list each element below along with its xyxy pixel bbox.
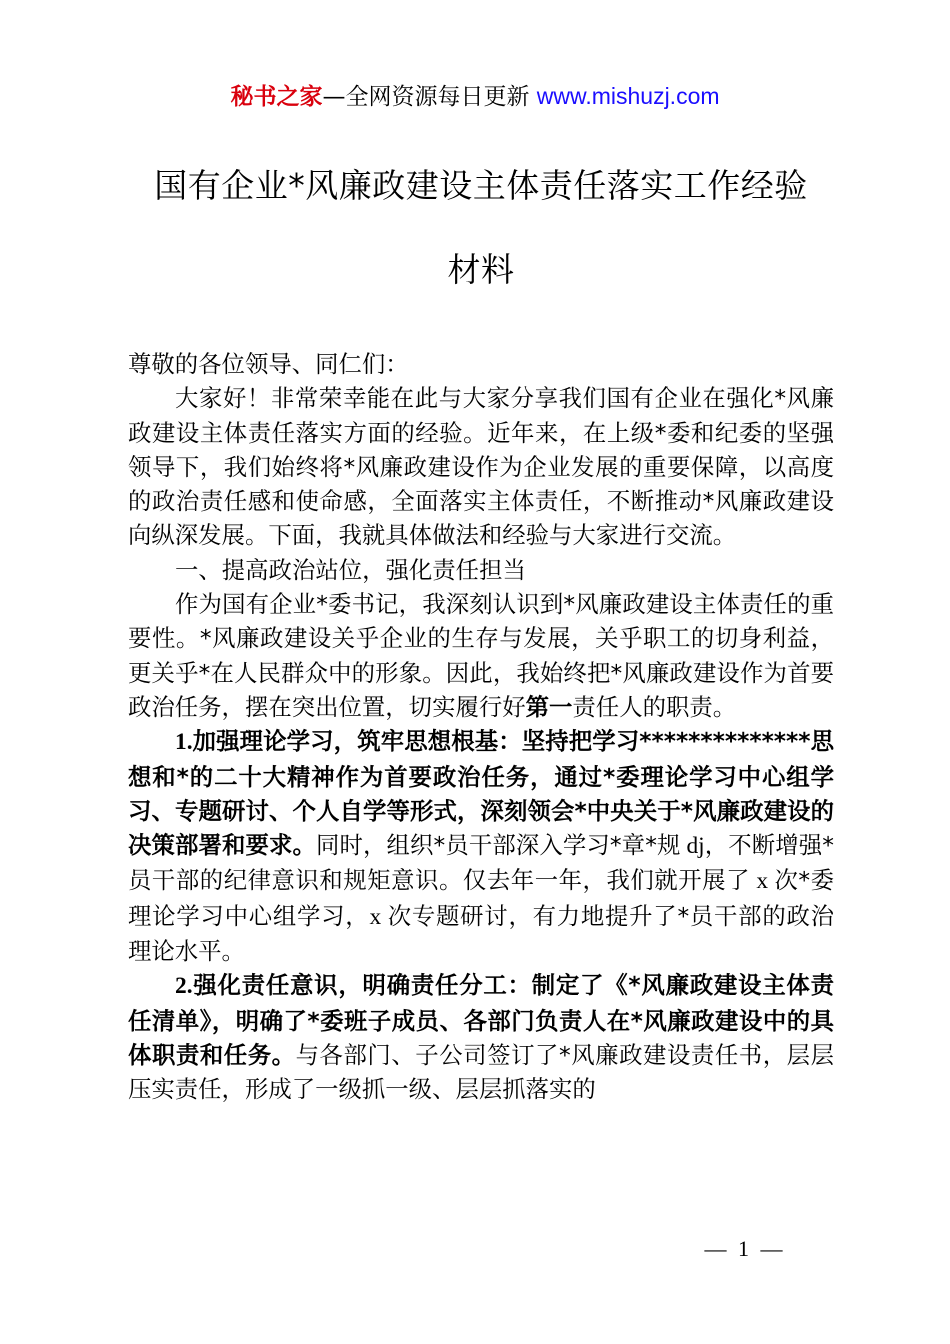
title-line-1: 国有企业*风廉政建设主体责任落实工作经验 [154,166,808,205]
item-1-dj: dj [680,833,705,860]
section-1-heading: 一、提高政治站位，强化责任担当 [175,555,526,584]
page-number: — 1 — [704,1236,786,1261]
item-2-number: 2. [175,973,193,1000]
document-body [128,347,834,1107]
item-1-x-count-2: x [369,903,388,930]
document-title [128,160,834,296]
site-banner [0,80,950,113]
banner-slogan: —全网资源每日更新 [322,84,537,110]
banner-url-link[interactable]: www.mishuzj.com [536,83,720,109]
item-1-text-a: 同时，组织*员干部深入学习*章*规 [316,831,681,860]
item-1-number: 1. [175,729,193,756]
section-1-paragraph [128,587,834,724]
section-1-text-end: 责任人的职责。 [572,692,737,721]
section-1-text: 作为国有企业*委书记，我深刻认识到*风廉政建设主体责任的重要性。*风廉政建设关乎企业的生存与发展，关乎职工的切身利益，更关乎*在人民群众中的形象。因此，我始终把*风廉政建设作为首要政治任务，摆在突出位置，切实履行好 [128,590,834,721]
item-1-text-d: 次专题研讨，有力地提升了*员干部的政治理论水平。 [128,901,834,966]
salutation: 尊敬的各位领导、同仁们： [128,350,409,378]
item-2-text: 与各部门、子公司签订了*风廉政建设责任书，层层压实责任，形成了一级抓一级、层层抓落实的 [128,1040,834,1104]
item-1-bold-text: 加强理论学习，筑牢思想根基：坚持把学习**************思想和*的二十大精神作为首要政治任务，通过*委理论学习中心组学习、专题研讨、个人自学等形式，深刻领会*中央关于*风廉政建设的决策部署和要求。 [128,727,834,860]
title-line-2: 材料 [447,250,515,289]
item-1-text-b: ，不断增强*员干部的纪律意识和规矩意识。仅去年一年，我们就开展了 [128,831,834,895]
item-1-text-c: 次*委理论学习中心组学习， [128,866,835,930]
intro-paragraph: 大家好！非常荣幸能在此与大家分享我们国有企业在强化*风廉政建设主体责任落实方面的经验。近年来，在上级*委和纪委的坚强领导下，我们始终将*风廉政建设作为企业发展的重要保障，以高度的政治责任感和使命感，全面落实主体责任，不断推动*风廉政建设向纵深发展。下面，我就具体做法和经验与大家进行交流。 [128,384,834,550]
item-1-paragraph [128,724,834,968]
item-1-x-count-1: x [750,868,775,895]
item-2-paragraph [128,968,834,1106]
section-1-bold-text: 第一 [525,692,573,721]
banner-brand: 秘书之家 [230,84,323,110]
item-2-bold-text: 强化责任意识，明确责任分工：制定了《*风廉政建设主体责任清单》，明确了*委班子成员、各部门负责人在*风廉政建设中的具体职责和任务。 [128,971,834,1069]
